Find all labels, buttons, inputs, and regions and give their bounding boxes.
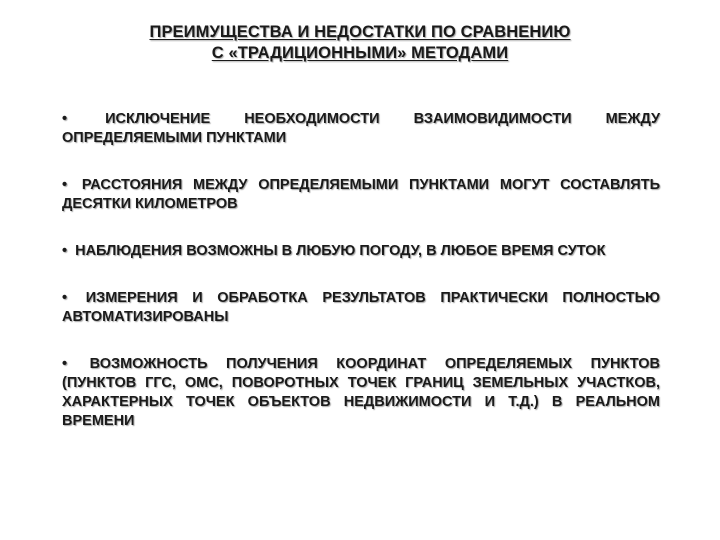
- bullet-text: ВОЗМОЖНОСТЬ ПОЛУЧЕНИЯ КООРДИНАТ ОПРЕДЕЛЯЕМЫХ ПУНКТОВ (ПУНКТОВ ГГС, ОМС, ПОВОРОТНЫХ ТОЧЕК ГРАНИЦ ЗЕМЕЛЬНЫХ УЧАСТКОВ, ХАРАКТЕРНЫХ ТОЧЕК ОБЪЕКТОВ НЕДВИЖИМОСТИ И Т.Д.) В РЕАЛЬНОМ ВРЕМЕНИ: [62, 356, 660, 429]
- slide-title: [60, 22, 660, 64]
- bullet-item-3: [62, 242, 660, 261]
- bullet-marker: •: [62, 243, 68, 259]
- bullet-item-1: [62, 110, 660, 148]
- bullet-text: ИЗМЕРЕНИЯ И ОБРАБОТКА РЕЗУЛЬТАТОВ ПРАКТИЧЕСКИ ПОЛНОСТЬЮ АВТОМАТИЗИРОВАНЫ: [62, 290, 660, 325]
- slide-title-line-1: ПРЕИМУЩЕСТВА И НЕДОСТАТКИ ПО СРАВНЕНИЮ: [149, 23, 571, 41]
- bullet-marker: •: [62, 356, 68, 372]
- slide-title-line-2: С «ТРАДИЦИОННЫМИ» МЕТОДАМИ: [211, 44, 509, 62]
- bullet-text: РАССТОЯНИЯ МЕЖДУ ОПРЕДЕЛЯЕМЫМИ ПУНКТАМИ МОГУТ СОСТАВЛЯТЬ ДЕСЯТКИ КИЛОМЕТРОВ: [62, 177, 660, 212]
- bullet-list: [62, 110, 660, 459]
- bullet-text: НАБЛЮДЕНИЯ ВОЗМОЖНЫ В ЛЮБУЮ ПОГОДУ, В ЛЮБОЕ ВРЕМЯ СУТОК: [75, 243, 606, 259]
- bullet-item-4: [62, 289, 660, 327]
- bullet-marker: •: [62, 177, 68, 193]
- bullet-marker: •: [62, 290, 68, 306]
- bullet-item-5: [62, 355, 660, 431]
- bullet-text: ИСКЛЮЧЕНИЕ НЕОБХОДИМОСТИ ВЗАИМОВИДИМОСТИ МЕЖДУ ОПРЕДЕЛЯЕМЫМИ ПУНКТАМИ: [62, 111, 660, 146]
- bullet-item-2: [62, 176, 660, 214]
- bullet-marker: •: [62, 111, 68, 127]
